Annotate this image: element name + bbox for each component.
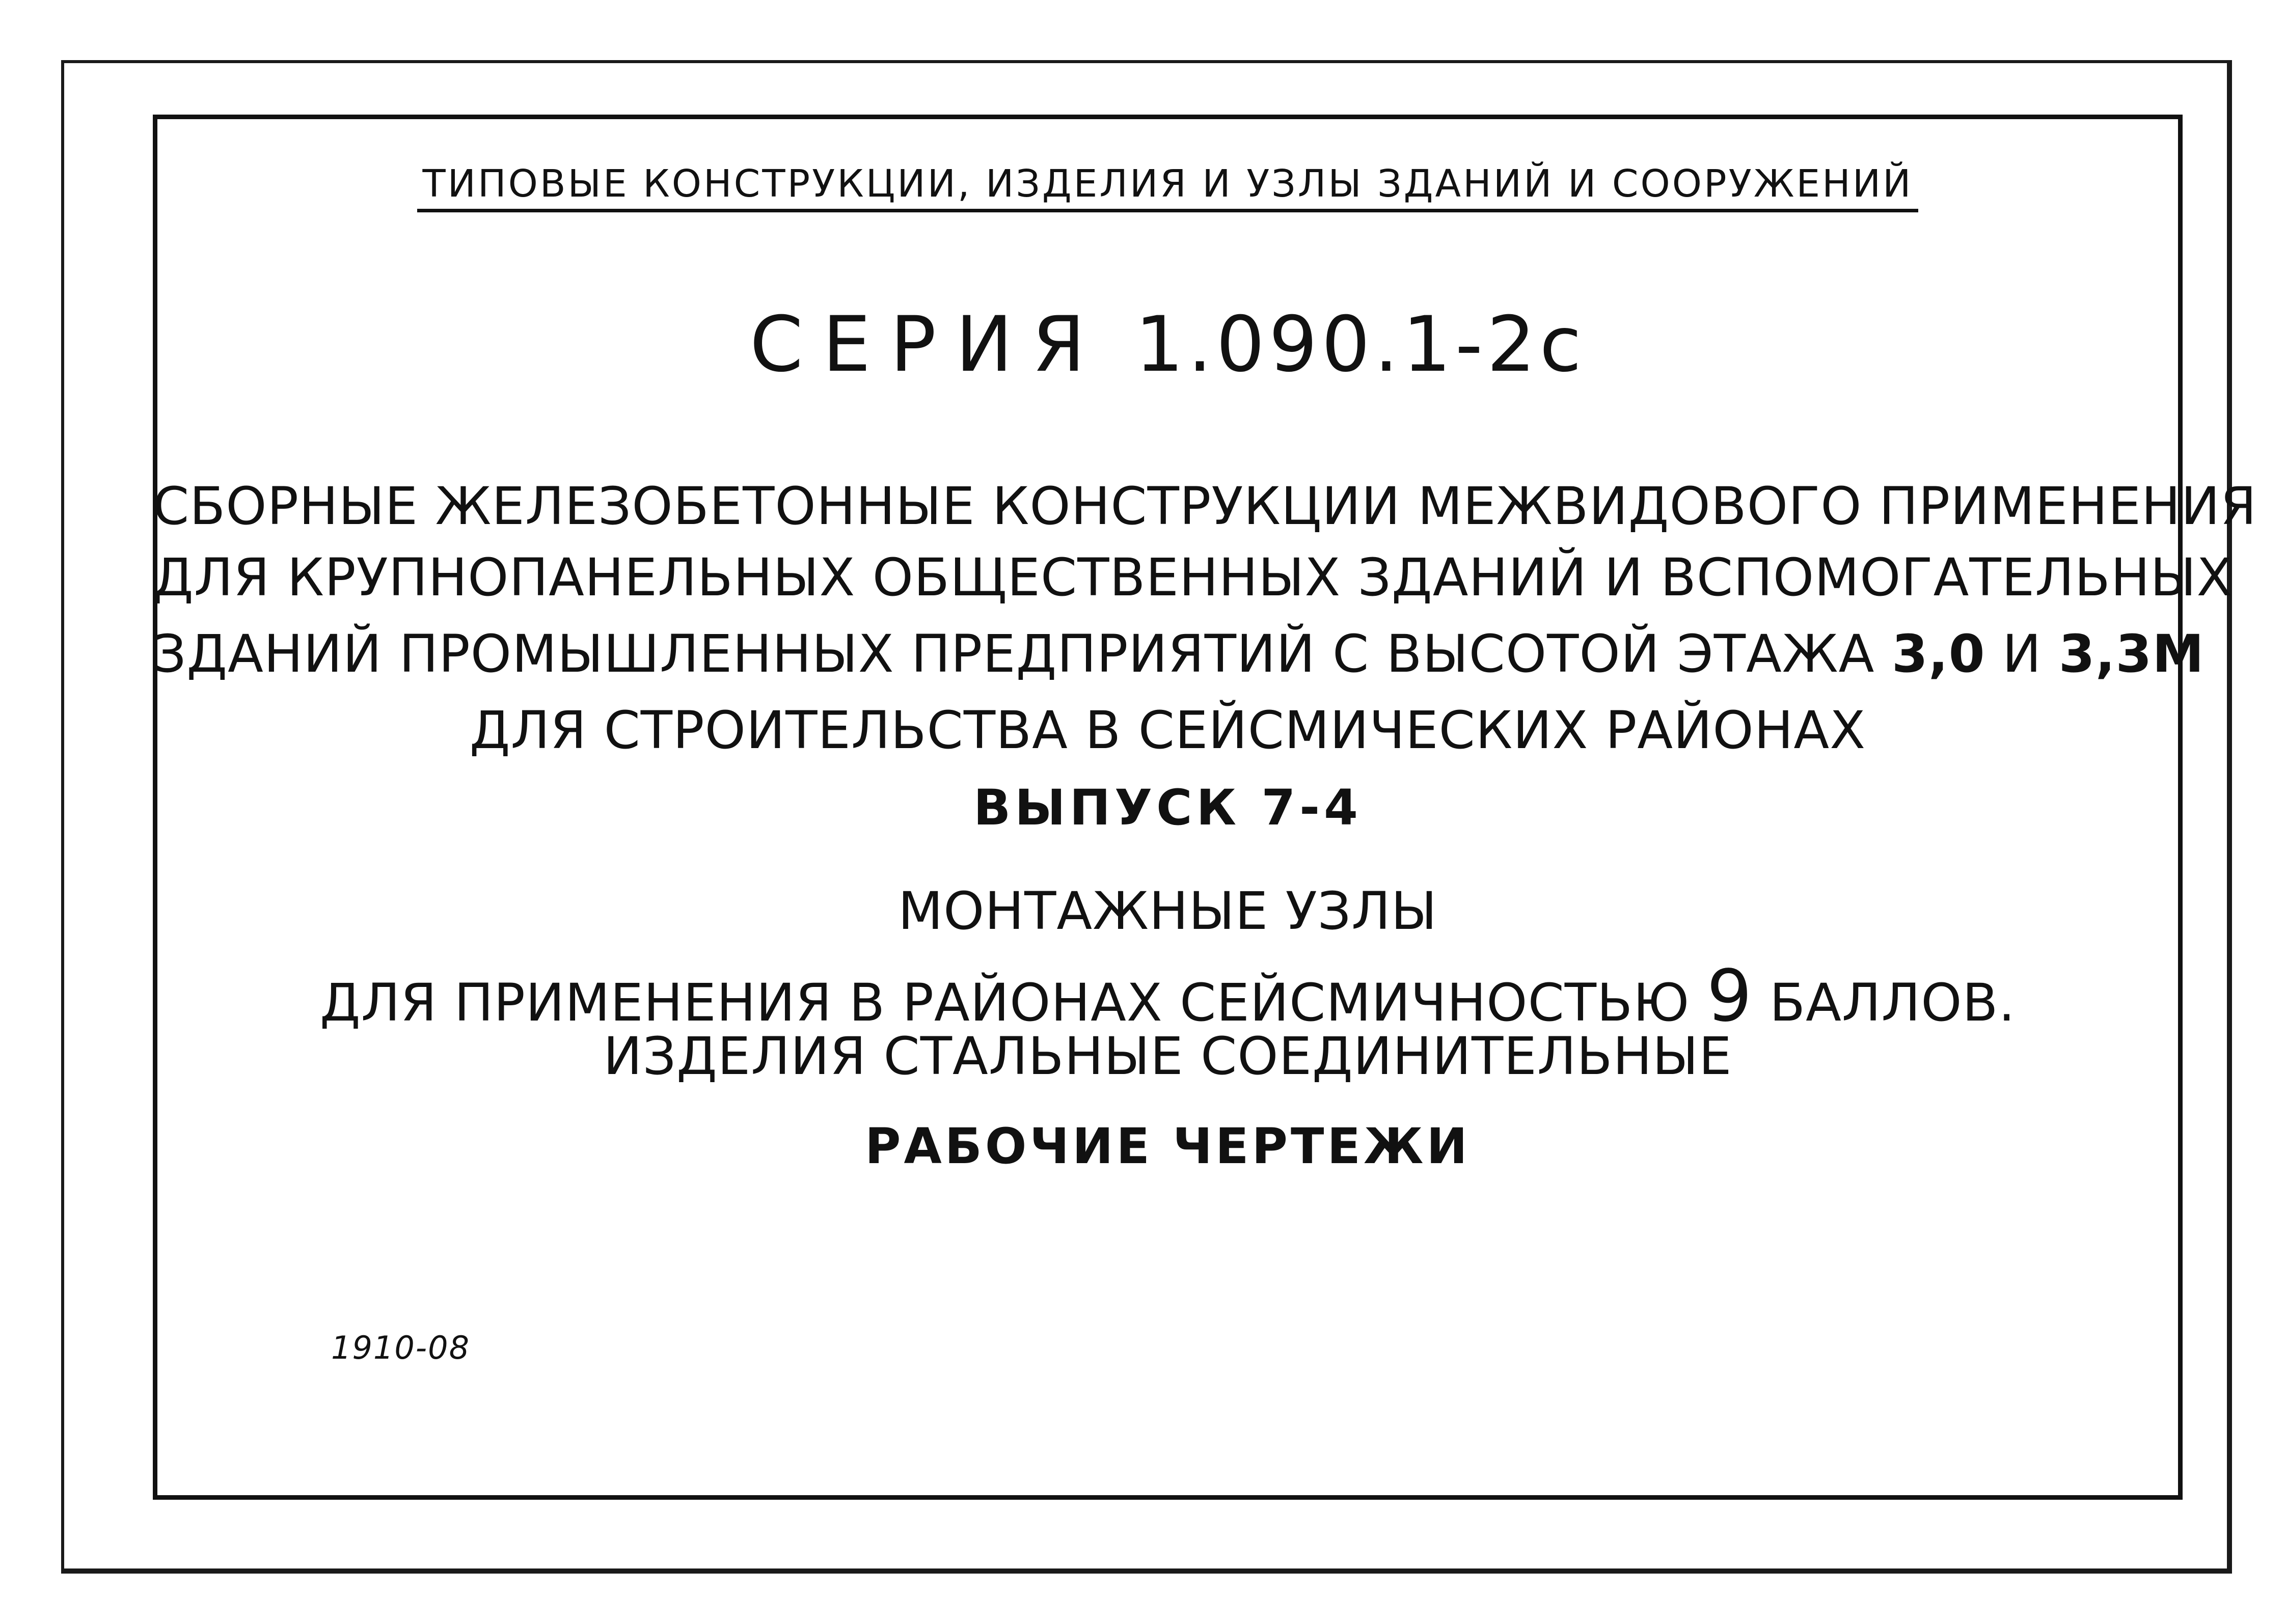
subtitle-line-2-before: ДЛЯ ПРИМЕНЕНИЯ В РАЙОНАХ СЕЙСМИЧНОСТЬЮ: [320, 973, 1707, 1033]
title-line-3: [153, 624, 2205, 684]
title-line-2: ДЛЯ КРУПНОПАНЕЛЬНЫХ ОБЩЕСТВЕННЫХ ЗДАНИЙ И ВСПОМОГАТЕЛЬНЫХ: [153, 547, 2233, 608]
subtitle-line-2: [153, 955, 2183, 1038]
title-line-1: СБОРНЫЕ ЖЕЛЕЗОБЕТОННЫЕ КОНСТРУКЦИИ МЕЖВИДОВОГО ПРИМЕНЕНИЯ: [153, 476, 2257, 537]
subtitle-line-1: МОНТАЖНЫЕ УЗЛЫ: [898, 881, 1437, 942]
series-title: [153, 300, 2183, 389]
floor-height-value-2: 3,3М: [2058, 624, 2205, 684]
series-number: 1.090.1-2с: [1135, 300, 1586, 389]
document-code: 1910-08: [331, 1329, 471, 1366]
title-line-3-text: ЗДАНИЙ ПРОМЫШЛЕННЫХ ПРЕДПРИЯТИЙ С ВЫСОТОЙ ЭТАЖА: [153, 624, 1892, 684]
title-line-3-and: И: [1985, 624, 2059, 684]
title-line-4: ДЛЯ СТРОИТЕЛЬСТВА В СЕЙСМИЧЕСКИХ РАЙОНАХ: [469, 700, 1866, 761]
header-line: [153, 162, 2183, 206]
seismicity-number: 9: [1706, 955, 1753, 1038]
series-word: СЕРИЯ: [750, 300, 1105, 389]
floor-height-value-1: 3,0: [1891, 624, 1985, 684]
subtitle-line-3: ИЗДЕЛИЯ СТАЛЬНЫЕ СОЕДИНИТЕЛЬНЫЕ: [603, 1026, 1732, 1087]
header-text: ТИПОВЫЕ КОНСТРУКЦИИ, ИЗДЕЛИЯ И УЗЛЫ ЗДАНИЙ И СООРУЖЕНИЙ: [417, 162, 1918, 212]
working-drawings-label: РАБОЧИЕ ЧЕРТЕЖИ: [865, 1118, 1471, 1175]
subtitle-line-2-after: БАЛЛОВ.: [1752, 973, 2016, 1033]
issue-label: ВЫПУСК 7-4: [973, 779, 1362, 836]
